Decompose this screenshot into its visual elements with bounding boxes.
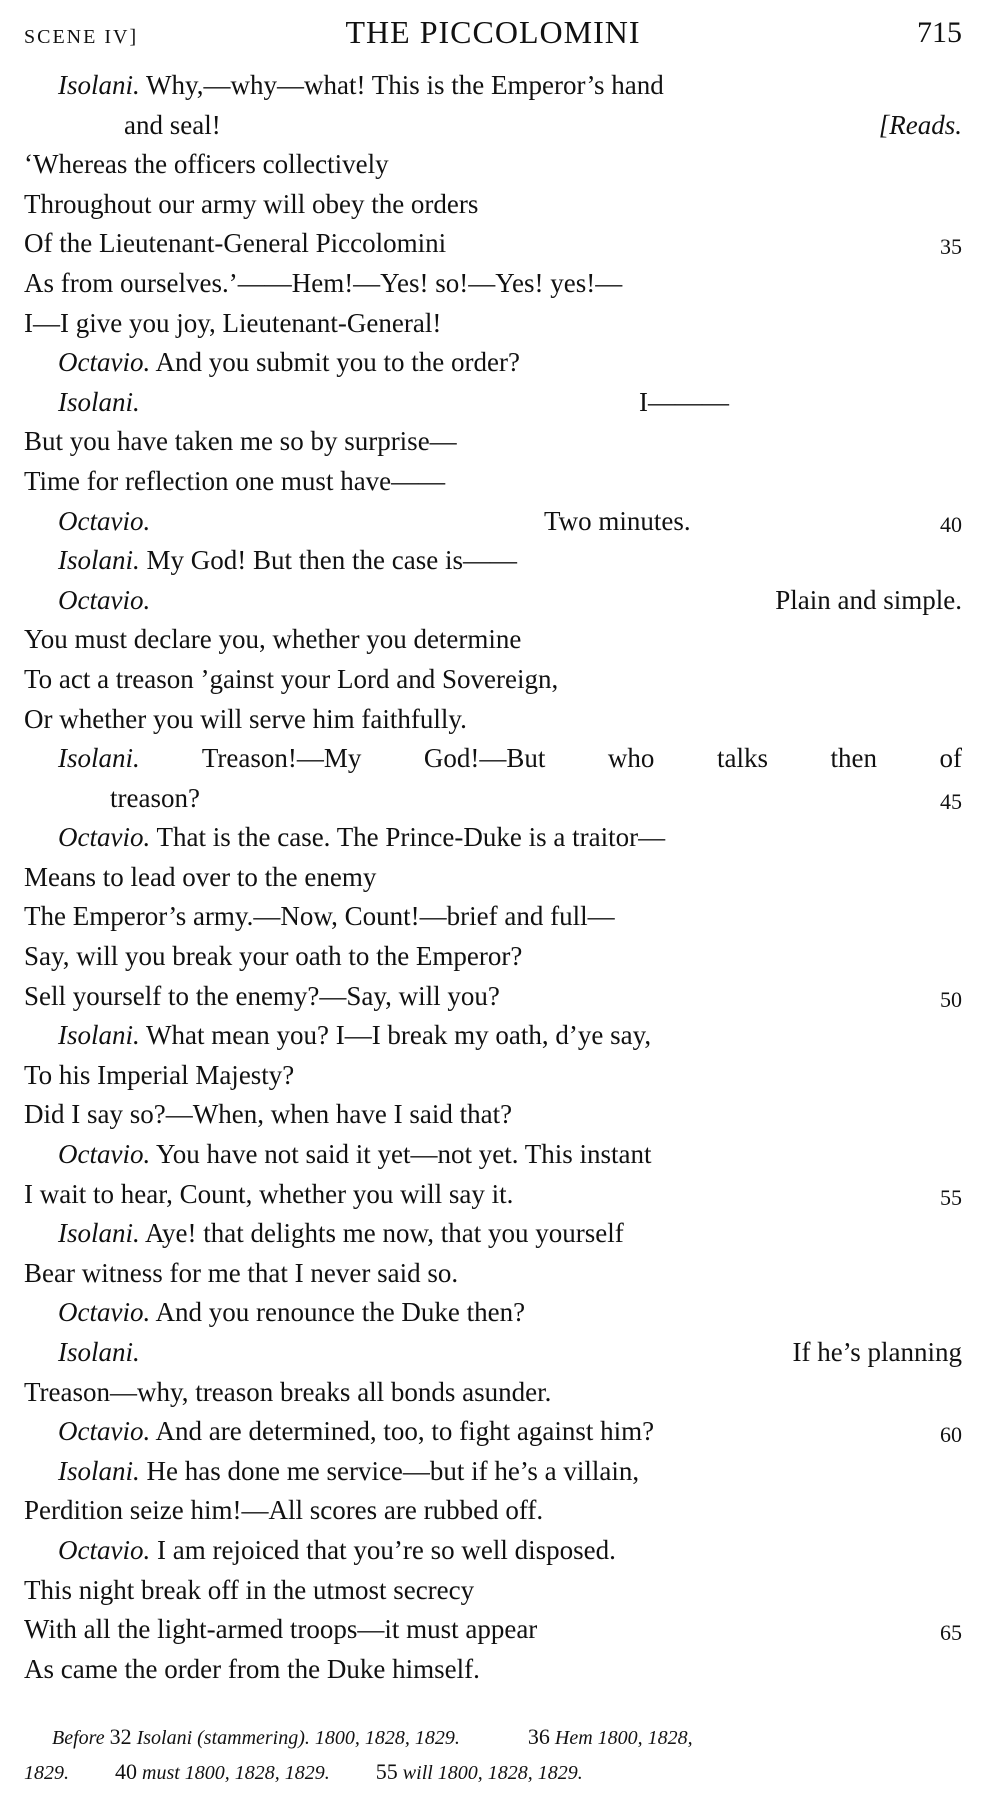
line-text: That is the case. The Prince-Duke is a traitor— [156,822,666,853]
note-text: will 1800, 1828, 1829. [402,1762,583,1784]
verse-line [24,1293,962,1333]
note-line-ref: 32 [109,1724,132,1749]
line-number: 65 [940,1620,962,1646]
verse-line: Did I say so?—When, when have I said that? [24,1099,513,1130]
line-number: 60 [940,1422,962,1448]
verse-line: Perdition seize him!—All scores are rubbed off. [24,1495,544,1526]
speaker: Isolani. [58,1020,140,1051]
line-text: And you renounce the Duke then? [155,1297,526,1328]
line-text: And are determined, too, to fight against him? [155,1416,655,1447]
page-number: 715 [917,16,962,49]
verse-line: Say, will you break your oath to the Emperor? [24,941,523,972]
speaker: Isolani. [58,70,140,100]
note-text: Before [52,1727,105,1749]
verse-text [24,66,962,1689]
verse-line [24,1016,962,1056]
verse-line [24,383,962,423]
note-line-ref: 55 [375,1759,398,1784]
stage-direction: [Reads. [878,109,962,140]
verse-line [24,818,962,858]
running-title: THE PICCOLOMINI [345,14,641,50]
line-text: Treason!—My God!—But who talks then of [201,743,963,774]
verse-line [24,581,962,621]
note-text: Isolani (stammering). 1800, 1828, 1829. [136,1727,460,1749]
verse-line [24,224,962,264]
speaker: Octavio. [58,1297,151,1328]
speaker: Isolani. [58,386,140,417]
line-text: What mean you? I—I break my oath, d’ye say, [146,1020,652,1051]
speaker: Octavio. [58,584,151,615]
note-text: Hem 1800, 1828, [554,1727,693,1749]
verse-line [24,502,962,542]
verse-line: To his Imperial Majesty? [24,1059,295,1090]
verse-line: Time for reflection one must have—— [24,465,446,496]
verse-line: But you have taken me so by surprise— [24,426,457,457]
speaker: Isolani. [58,1337,140,1367]
verse-line: Bear witness for me that I never said so. [24,1257,459,1288]
line-text: treason? [110,782,200,813]
verse-line [24,1452,962,1492]
line-text: Of the Lieutenant-General Piccolomini [24,228,447,259]
verse-line: Or whether you will serve him faithfully. [24,703,467,734]
verse-line: ‘Whereas the officers collectively [24,149,389,180]
verse-line [24,343,962,383]
line-text: My God! But then the case is—— [146,545,517,576]
line-text: I am rejoiced that you’re so well disposed. [156,1534,616,1565]
line-text: and seal! [124,109,221,140]
speaker: Isolani. [58,1218,140,1249]
speaker: Isolani. [58,1455,140,1486]
verse-line [24,1412,962,1452]
verse-line: I—I give you joy, Lieutenant-General! [24,307,442,338]
line-text: He has done me service—but if he’s a villain, [146,1455,640,1486]
speaker: Isolani. [58,545,140,576]
verse-line [24,66,962,106]
line-number: 40 [940,511,962,537]
note-line [24,1720,962,1755]
verse-line: Treason—why, treason breaks all bonds asunder. [24,1376,552,1407]
verse-line: To act a treason ’gainst your Lord and Sovereign, [24,663,559,694]
line-text: I wait to hear, Count, whether you will say it. [24,1178,514,1209]
verse-line: Throughout our army will obey the orders [24,188,479,219]
verse-line [24,106,962,146]
speaker: Octavio. [58,347,151,378]
verse-line [24,739,962,779]
line-text: With all the light-armed troops—it must appear [24,1614,538,1645]
verse-line: This night break off in the utmost secrecy [24,1574,475,1605]
verse-line [24,1214,962,1254]
running-header [24,14,962,54]
note-line-ref: 40 [115,1759,137,1784]
verse-line: Means to lead over to the enemy [24,861,377,892]
textual-notes [24,1720,962,1790]
line-text: Plain and simple. [775,584,962,615]
scene-label: SCENE IV] [24,26,139,48]
speaker: Octavio. [58,822,151,853]
verse-line: The Emperor’s army.—Now, Count!—brief and full— [24,901,615,932]
line-number: 45 [940,788,962,814]
note-text: 1829. [24,1762,69,1784]
line-text: Aye! that delights me now, that you yourself [145,1218,624,1249]
line-number: 50 [940,986,962,1012]
note-text: must 1800, 1828, 1829. [142,1762,330,1784]
verse-line: As came the order from the Duke himself. [24,1653,480,1684]
verse-line [24,779,962,819]
line-text: And you submit you to the order? [155,347,520,378]
note-line-ref: 36 [527,1724,550,1749]
line-text: I——— [639,386,729,417]
verse-line [24,1531,962,1571]
note-line [24,1755,962,1790]
speaker: Octavio. [58,1139,151,1170]
line-text: Two minutes. [544,505,691,536]
line-text: If he’s planning [792,1337,962,1367]
verse-line [24,1610,962,1650]
verse-line: You must declare you, whether you determine [24,624,522,655]
line-text: You have not said it yet—not yet. This instant [155,1139,652,1170]
verse-line [24,1135,962,1175]
line-number: 55 [940,1184,962,1210]
line-number: 35 [940,234,962,260]
speaker: Octavio. [58,505,151,536]
speaker: Isolani. [58,743,140,774]
verse-line [24,1333,962,1373]
line-text: Why,—why—what! This is the Emperor’s hand [146,70,664,100]
verse-line [24,1175,962,1215]
verse-line [24,977,962,1017]
line-text: Sell yourself to the enemy?—Say, will you? [24,980,500,1011]
speaker: Octavio. [58,1534,151,1565]
verse-line: As from ourselves.’——Hem!—Yes! so!—Yes! yes!— [24,267,623,298]
verse-line [24,541,962,581]
speaker: Octavio. [58,1416,151,1447]
